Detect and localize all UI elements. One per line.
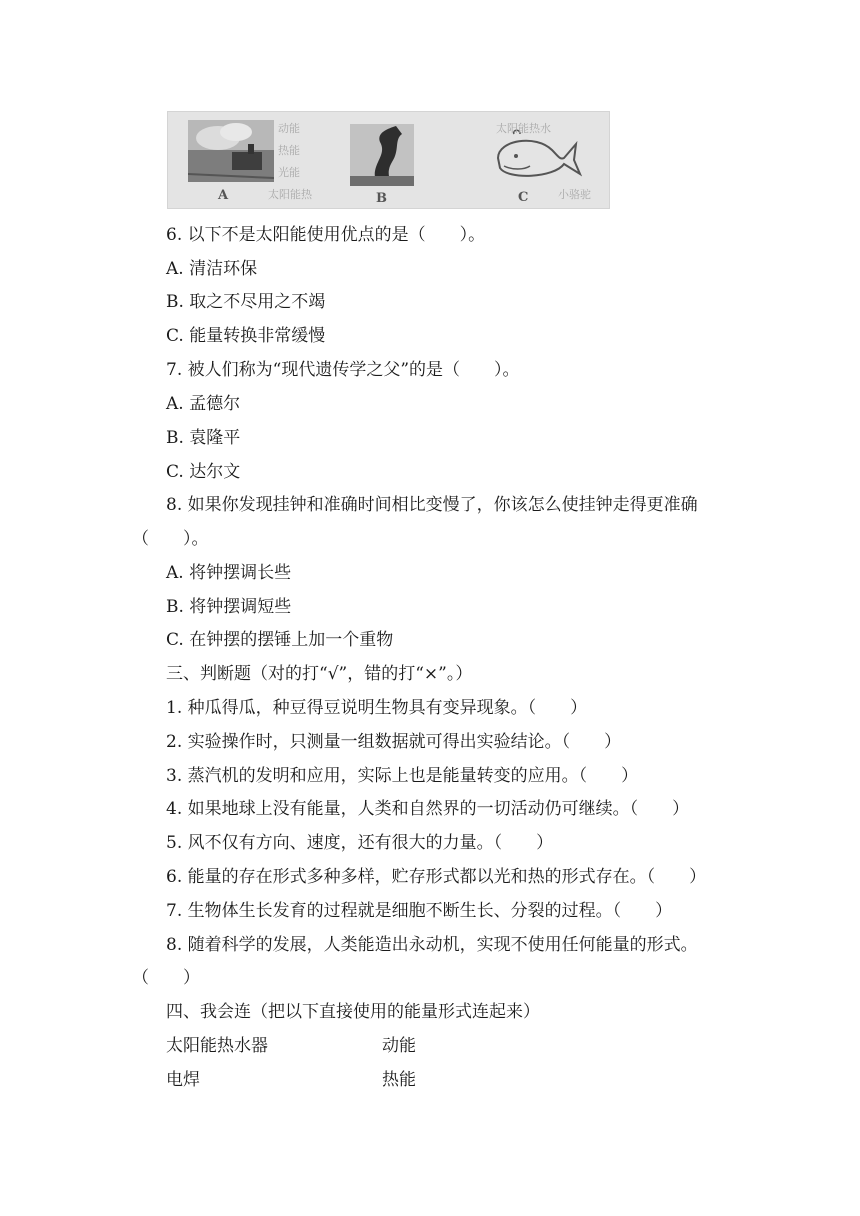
figure-label-c: C [518,190,529,205]
true-false-item: 3. 蒸汽机的发明和应用，实际上也是能量转变的应用。（ ） [166,766,639,786]
matching-left-item: 电焊 [166,1070,200,1090]
question-7-stem: 7. 被人们称为“现代遗传学之父”的是（ ）。 [166,360,520,380]
whale-cartoon-image [490,128,582,184]
figure-label-b: B [376,191,387,206]
figure-label-a: A [218,188,229,203]
smoke-column-image [350,124,414,186]
true-false-item: 8. 随着科学的发展，人类能造出永动机，实现不使用任何能量的形式。 [166,935,698,955]
question-6-option-c: C. 能量转换非常缓慢 [166,326,326,346]
question-8-option-a: A. 将钟摆调长些 [166,563,292,583]
question-8-stem: 8. 如果你发现挂钟和准确时间相比变慢了，你该怎么使挂钟走得更准确 [166,495,698,515]
true-false-item: 5. 风不仅有方向、速度，还有很大的力量。（ ） [166,833,554,853]
true-false-item: 2. 实验操作时，只测量一组数据就可得出实验结论。（ ） [166,732,622,752]
matching-right-item: 动能 [382,1036,416,1056]
question-8-stem-continued: （ ）。 [132,529,209,549]
question-7-option-a: A. 孟德尔 [166,394,241,414]
matching-right-item: 热能 [382,1070,416,1090]
true-false-item: 4. 如果地球上没有能量，人类和自然界的一切活动仍可继续。（ ） [166,799,690,819]
matching-left-item: 太阳能热水器 [166,1036,268,1056]
true-false-item-continued: （ ） [132,968,200,988]
faded-text: 小骆驼 [558,188,591,201]
faded-text: 太阳能热 [268,188,312,201]
section-4-title: 四、我会连（把以下直接使用的能量形式连起来） [166,1002,540,1022]
true-false-item: 6. 能量的存在形式多种多样，贮存形式都以光和热的形式存在。（ ） [166,867,707,887]
question-6-option-b: B. 取之不尽用之不竭 [166,292,326,312]
figure-strip [167,111,610,209]
question-6-option-a: A. 清洁环保 [166,259,258,279]
steam-locomotive-image [188,120,274,182]
question-7-option-c: C. 达尔文 [166,462,241,482]
section-3-title: 三、判断题（对的打“√”，错的打“×”。） [166,664,473,684]
question-6-stem: 6. 以下不是太阳能使用优点的是（ ）。 [166,225,486,245]
faded-text: 光能 [278,166,300,179]
question-8-option-c: C. 在钟摆的摆锤上加一个重物 [166,630,394,650]
true-false-item: 1. 种瓜得瓜，种豆得豆说明生物具有变异现象。（ ） [166,698,588,718]
question-7-option-b: B. 袁隆平 [166,428,241,448]
faded-text: 热能 [278,144,300,157]
true-false-item: 7. 生物体生长发育的过程就是细胞不断生长、分裂的过程。（ ） [166,901,673,921]
question-8-option-b: B. 将钟摆调短些 [166,597,292,617]
faded-text: 动能 [278,122,300,135]
faded-text: 太阳能热水 [496,122,551,135]
